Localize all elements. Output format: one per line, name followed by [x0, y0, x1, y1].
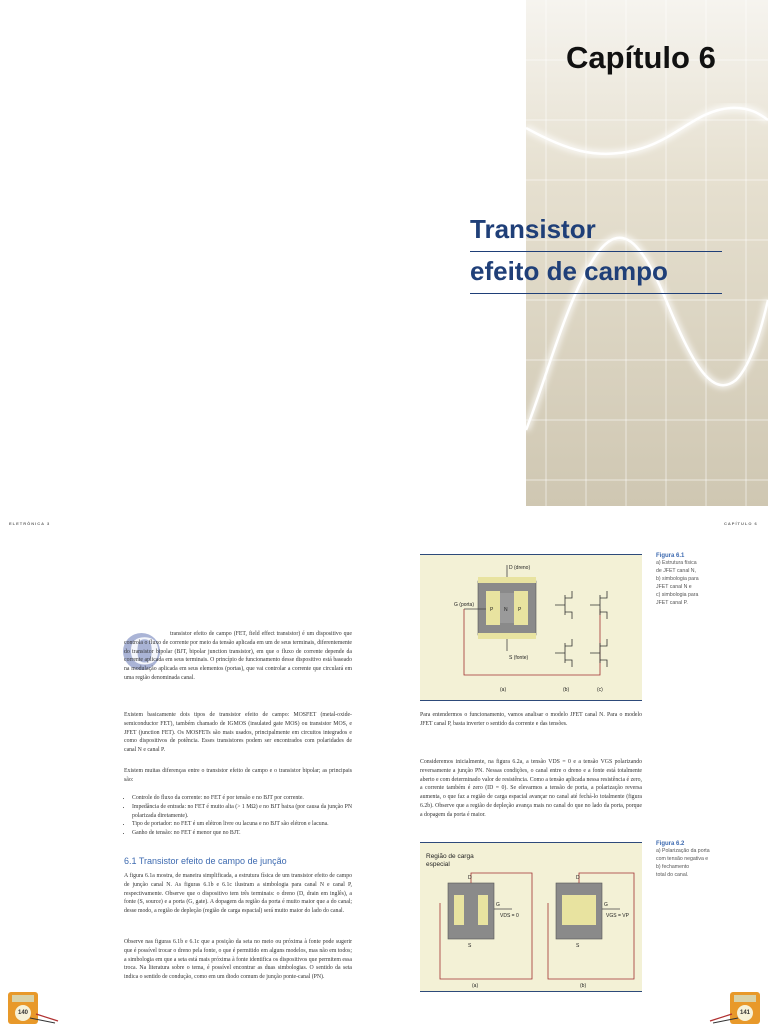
- bullet-item: • Tipo de portador: no FET é um elétron livre ou lacuna e no BJT são elétron e lacuna.: [132, 820, 352, 829]
- label-b: (b): [563, 687, 570, 693]
- figure-6-2-caption: [656, 841, 756, 879]
- caption-line: total do canal.: [656, 872, 689, 878]
- label-d: D: [576, 875, 580, 881]
- label-d: D: [468, 875, 472, 881]
- figure-6-2: [420, 842, 642, 992]
- caption-title: Figura 6.1: [656, 553, 685, 559]
- caption-line: com tensão negativa e: [656, 856, 709, 862]
- paragraph-2: Existem basicamente dois tipos de transistor efeito de campo: MOSFET (metal-oxide-semiconductor FET), também chamado de IGMOS (insulated gate MOS) ou transistor MOS, e JFET (junction FET). Os MOSFETs são mais usados, principalmente em circuitos integrados e como dispositivos de potência. Esses transistores podem ser encontrados com polaridades de canal N e canal P.: [124, 712, 352, 754]
- caption-line: JFET canal P.: [656, 600, 688, 606]
- chapter-title-line-1: Transistor: [470, 210, 722, 252]
- figure-6-1-caption: [656, 553, 756, 607]
- paragraph-4: A figura 6.1a mostra, de maneira simplificada, a estrutura física de um transistor efeito de campo de junção canal N. As figuras 6.1b e 6.1c ilustram a simbologia para canal N e canal P, respectivamente. Observe que o dispositivo tem três terminais: o dreno (D, drain em inglês), a fonte (S, source) e a porta (G, gate). A dopagem da região da porta é muito maior que a do canal; desse modo, a região de depleção (região de carga espacial) será muito maior do lado do canal.: [124, 873, 352, 915]
- label-p-right: P: [518, 607, 522, 613]
- label-a: (a): [472, 983, 479, 989]
- bullet-item: • Impedância de entrada: no FET é muito alta (> 1 MΩ) e no BJT baixa (por causa da junção PN polarizada diretamente).: [132, 803, 352, 821]
- bullet-item: • Ganho de tensão: no FET é menor que no BJT.: [132, 829, 352, 838]
- page-number-right: 141: [737, 1005, 753, 1021]
- chapter-number: Capítulo 6: [566, 40, 716, 75]
- drop-cap: O: [129, 628, 161, 673]
- caption-line: de JFET canal N,: [656, 568, 696, 574]
- page-number-left: 140: [15, 1005, 31, 1021]
- label-g: G: [604, 902, 608, 908]
- jfet-symbols: [555, 591, 607, 667]
- label-vds0: VDS = 0: [500, 913, 519, 919]
- caption-line: c) simbologia para: [656, 592, 699, 598]
- running-head-right: CAPÍTULO 6: [724, 521, 758, 526]
- label-drain: D (dreno): [509, 565, 531, 571]
- region-label-line-1: Região de carga: [426, 853, 474, 860]
- chapter-title: [470, 210, 722, 294]
- label-gate: G (porta): [454, 602, 475, 608]
- figure-6-2b: [548, 873, 634, 989]
- region-label-line-2: especial: [426, 861, 450, 868]
- label-s: S: [576, 943, 580, 949]
- label-source: S (fonte): [509, 655, 529, 661]
- bullet-list: [124, 794, 352, 838]
- label-c: (c): [597, 687, 603, 693]
- caption-title: Figura 6.2: [656, 841, 685, 847]
- figure-6-1: [420, 554, 642, 701]
- label-s: S: [468, 943, 472, 949]
- right-paragraph-1: Para entendermos o funcionamento, vamos analisar o modelo JFET canal N. Para o modelo JFET canal P, basta inverter o sentido da corrente e das tensões.: [420, 712, 642, 727]
- paragraph-5: Observe nas figuras 6.1b e 6.1c que a posição da seta no meio ou próxima à fonte pode sugerir que é possível trocar o dreno pela fonte, o que é permitido em alguns modelos, mas não em todos; a simbologia em que a seta está mais próxima à fonte identifica os dispositivos que permitem essa troca. Na literatura sobre o tema, é possível encontrar as duas simbologias. O sentido da seta indica o sentido de condução, como em um diodo comum de junção ponte-canal (PN).: [124, 939, 352, 981]
- jfet-structure-diagram: [420, 555, 642, 700]
- section-heading: 6.1 Transistor efeito de campo de junção: [124, 856, 287, 866]
- label-p-left: P: [490, 607, 494, 613]
- caption-line: a) Polarização da porta: [656, 848, 710, 854]
- figure-6-2a: [440, 873, 532, 989]
- intro-paragraph: transistor efeito de campo (FET, field effect transistor) é um dispositivo que controla o fluxo de corrente por meio da tensão aplicada em um de seus terminais, diferentemente do transistor bipolar (BJT, bipolar junction transistor), em que o fluxo de corrente depende da corrente aplicada em seus terminais. O princípio de funcionamento desse dispositivo está baseado na modulação aplicada em seus elementos (portas), que vai controlar a corrente que circulará em uma região denominada canal.: [124, 631, 352, 681]
- running-head-left: ELETRÔNICA 3: [9, 521, 51, 526]
- label-vgsvp: VGS = VP: [606, 913, 629, 919]
- label-g: G: [496, 902, 500, 908]
- caption-line: a) Estrutura física: [656, 560, 697, 566]
- label-n: N: [504, 607, 508, 613]
- multimeter-icon: [708, 988, 768, 1024]
- label-a: (a): [500, 687, 507, 693]
- right-paragraph-2: Consideremos inicialmente, na figura 6.2a, a tensão VDS = 0 e a tensão VGS polarizando reversamente a junção PN. Nessas condições, o canal entre o dreno e a fonte está totalmente aberto e com determinado valor de resistência. Como a tensão aplicada nessa resistência é zero, a corrente também é zero (ID = 0). Se elevarmos a tensão de porta, a polarização reversa aumenta, o que faz a região de carga espacial avançar no canal até fechá-lo totalmente (figura 6.2b). Observe que a região de depleção avança mais no canal do que no lado da porta, porque a dopagem da porta é maior.: [420, 759, 642, 818]
- caption-line: b) simbologia para: [656, 576, 699, 582]
- caption-line: b) fechamento: [656, 864, 690, 870]
- caption-line: JFET canal N e: [656, 584, 692, 590]
- chapter-title-line-2: efeito de campo: [470, 252, 722, 294]
- jfet-bias-diagram: [420, 843, 642, 991]
- label-b: (b): [580, 983, 587, 989]
- paragraph-3: Existem muitas diferenças entre o transistor efeito de campo e o transistor bipolar; as principais são:: [124, 768, 352, 783]
- bullet-item: • Controle do fluxo da corrente: no FET é por tensão e no BJT por corrente.: [132, 794, 352, 803]
- multimeter-icon: [0, 988, 60, 1024]
